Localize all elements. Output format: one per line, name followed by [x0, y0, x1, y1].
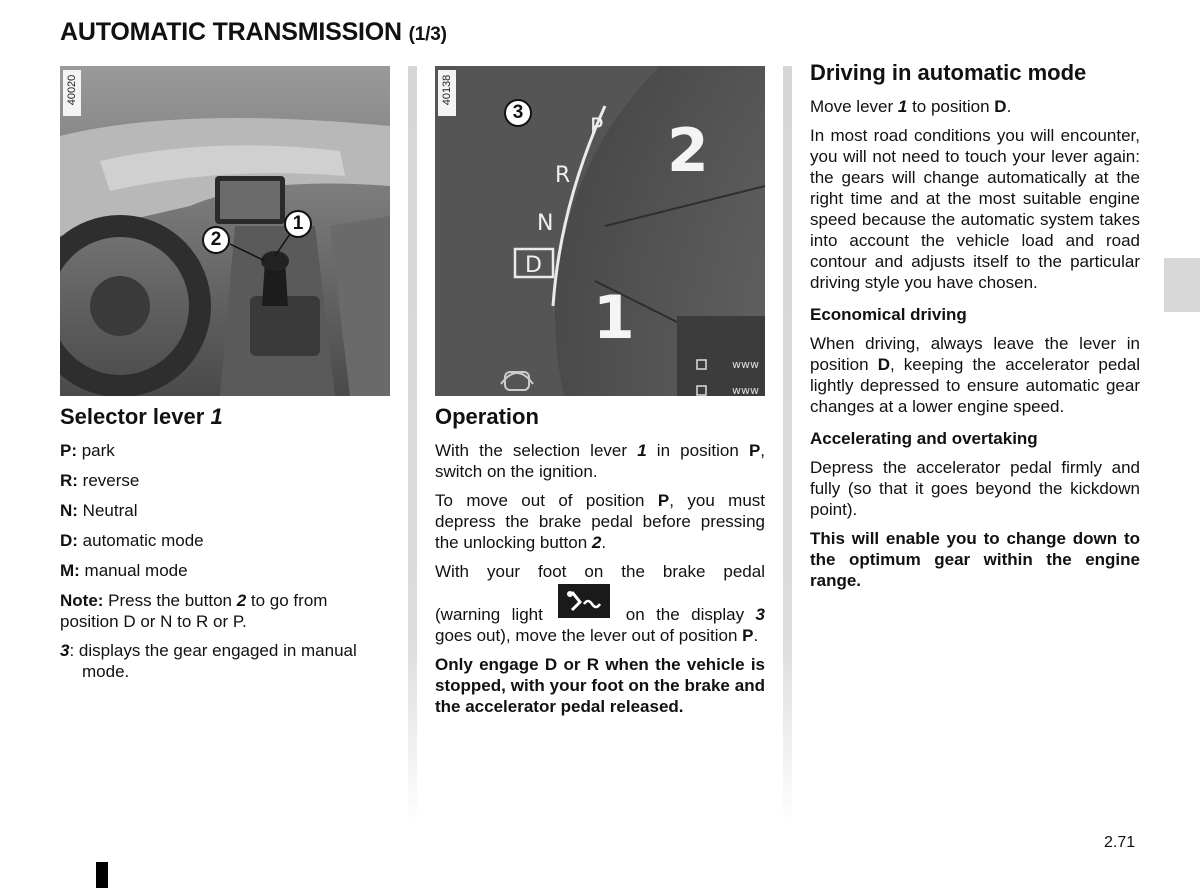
- gear-d-label: D: [525, 253, 542, 278]
- display-text-1: www: [732, 358, 759, 371]
- accelerating-heading: Accelerating and overtaking: [810, 429, 1038, 448]
- column-divider-left: [408, 66, 417, 826]
- lever-item-n: N: Neutral: [60, 501, 138, 520]
- column-selector-lever: [60, 66, 390, 690]
- figure-gear-display: [435, 66, 765, 396]
- page-number: 2.71: [1104, 834, 1136, 851]
- lever-item-p: P: park: [60, 441, 115, 460]
- gear-p-label: P: [590, 115, 604, 140]
- column-operation: [435, 66, 765, 725]
- page-title-suffix: (1/3): [408, 24, 447, 45]
- selector-heading: Selector lever 1: [60, 404, 223, 429]
- column-divider-right: [783, 66, 792, 826]
- callout-2: 2: [202, 226, 230, 254]
- instrument-cluster-illustration: [435, 66, 765, 396]
- lever-item-d: D: automatic mode: [60, 531, 204, 550]
- figure-dashboard-selector: [60, 66, 390, 396]
- figure-code-label: 40138: [438, 70, 456, 116]
- gear-n-label: N: [537, 211, 554, 236]
- column-automatic-mode: [810, 60, 1140, 599]
- economical-heading: Economical driving: [810, 305, 967, 324]
- chapter-tab: [1164, 258, 1200, 312]
- display-item: 3: displays the gear engaged in manual mode.: [60, 641, 357, 681]
- lever-item-m: M: manual mode: [60, 561, 188, 580]
- rpm-mark-1: 1: [593, 283, 635, 353]
- callout-1: 1: [284, 210, 312, 238]
- crop-mark: [96, 862, 108, 888]
- automatic-para-2: In most road conditions you will encounter, you will not need to touch your lever again: the gears will change automatically at the right time and at the most suitable engine speed because the automatic system takes into account the vehicle load and road contour and adjusts itself to the particular driving style you have chosen.: [810, 126, 1140, 292]
- callout-3: 3: [504, 99, 532, 127]
- brake-warning-icon: [558, 584, 610, 618]
- automatic-heading: Driving in automatic mode: [810, 60, 1087, 85]
- operation-para-2: To move out of position P, you must depress the brake pedal before pressing the unlocking button 2.: [435, 491, 766, 552]
- gear-r-label: R: [555, 163, 571, 188]
- selector-note: Note: Press the button 2 to go from position D or N to R or P.: [60, 591, 328, 631]
- lever-item-r: R: reverse: [60, 471, 140, 490]
- operation-para-3: With your foot on the brake pedal (warning light on the display 3 goes out), move the lever out of position P.: [435, 562, 765, 645]
- automatic-para-1: Move lever 1 to position D.: [810, 97, 1012, 116]
- page-title: AUTOMATIC TRANSMISSION (1/3): [60, 18, 447, 46]
- operation-warning: Only engage D or R when the vehicle is stopped, with your foot on the brake and the accelerator pedal released.: [435, 655, 765, 716]
- display-text-2: www: [732, 384, 759, 396]
- accelerating-note: This will enable you to change down to the optimum gear within the engine range.: [810, 529, 1140, 590]
- figure-code-label: 40020: [63, 70, 81, 116]
- rpm-mark-2: 2: [667, 116, 709, 186]
- operation-heading: Operation: [435, 404, 539, 429]
- operation-para-1: With the selection lever 1 in position P, switch on the ignition.: [435, 441, 766, 481]
- accelerating-para: Depress the accelerator pedal firmly and fully (so that it goes beyond the kickdown point).: [810, 458, 1140, 519]
- economical-para: When driving, always leave the lever in position D, keeping the accelerator pedal lightly depressed to ensure automatic gear changes at a lower engine speed.: [810, 334, 1140, 416]
